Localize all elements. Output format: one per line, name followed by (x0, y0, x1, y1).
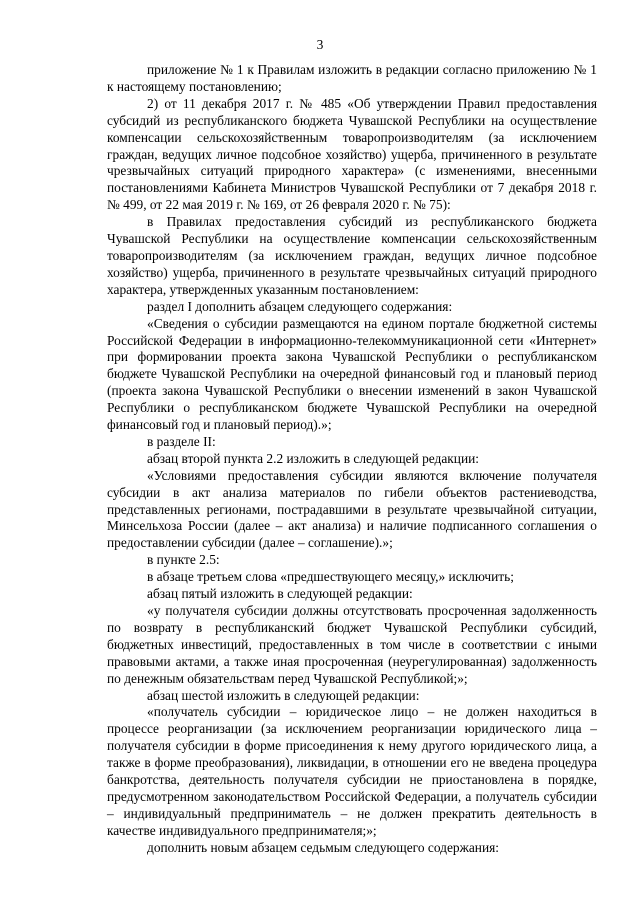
paragraph: «получатель субсидии – юридическое лицо – не должен находиться в процессе реорганизации (за исключением реорганизации юридического лица – получателя субсидии в форме присоединения к нему другого юридического лица, а также в форме преобразования), ликвидации, в отношении его не введена процедура банкротства, деятельность получателя субсидии не приостановлена в порядке, предусмотренном законодательством Российской Федерации, а получатель субсидии – индивидуальный предприниматель – не должен прекратить деятельность в качестве индивидуального предпринимателя;»; (107, 704, 597, 838)
paragraph: приложение № 1 к Правилам изложить в редакции согласно приложению № 1 к настоящему постановлению; (107, 62, 597, 94)
paragraph: в Правилах предоставления субсидий из республиканского бюджета Чувашской Республики на осуществление компенсации сельскохозяйственным товаропроизводителям (за исключением граждан, ведущих личное подсобное хозяйство) ущерба, причиненного в результате чрезвычайных ситуаций природного характера, утвержденных указанным постановлением: (107, 214, 597, 297)
paragraph: «Условиями предоставления субсидии являются включение получателя субсидии в акт анализа материалов по гибели объектов растениеводства, представленных регионами, пострадавшими в результате чрезвычайной ситуации, Минсельхоза России (далее – акт анализа) и наличие подписанного соглашения о предоставлении субсидии (далее – соглашение).»; (107, 467, 597, 551)
paragraph: абзац второй пункта 2.2 изложить в следующей редакции: (147, 450, 480, 466)
paragraph: 2) от 11 декабря 2017 г. № 485 «Об утверждении Правил предоставления субсидий из республиканского бюджета Чувашской Республики на осуществление компенсации сельскохозяйственным товаропроизводителям (за исключением граждан, ведущих личное подсобное хозяйство) ущерба, причиненного в результате чрезвычайных ситуаций природного характера» (с изменениями, внесенными постановлениями Кабинета Министров Чувашской Республики от 7 декабря 2018 г. № 499, от 22 мая 2019 г. № 169, от 26 февраля 2020 г. № 75): (107, 95, 597, 213)
paragraph: «Сведения о субсидии размещаются на едином портале бюджетной системы Российской Федерации в информационно-телекоммуникационной сети «Интернет» при формировании проекта закона Чувашской Республики о республиканском бюджете Чувашской Республики на очередной финансовый год и плановый период (проекта закона Чувашской Республики о внесении изменений в закон Чувашской Республики о республиканском бюджете Чувашской Республики на очередной финансовый год и плановый период).»; (107, 315, 597, 433)
paragraph: в разделе II: (147, 433, 216, 449)
paragraph: в пункте 2.5: (147, 552, 220, 568)
paragraph: абзац пятый изложить в следующей редакции: (147, 586, 413, 602)
document-body (107, 62, 597, 857)
paragraph: раздел I дополнить абзацем следующего содержания: (147, 298, 453, 314)
paragraph: абзац шестой изложить в следующей редакции: (147, 687, 420, 703)
paragraph: в абзаце третьем слова «предшествующего месяцу,» исключить; (147, 569, 514, 585)
paragraph: дополнить новым абзацем седьмым следующего содержания: (147, 839, 499, 855)
paragraph: «у получателя субсидии должны отсутствовать просроченная задолженность по возврату в республиканский бюджет Чувашской Республики субсидий, бюджетных инвестиций, предоставленных в том числе в соответствии с иными правовыми актами, а также иная просроченная (неурегулированная) задолженность по денежным обязательствам перед Чувашской Республикой;»; (107, 603, 597, 686)
page-number: 3 (316, 37, 324, 52)
